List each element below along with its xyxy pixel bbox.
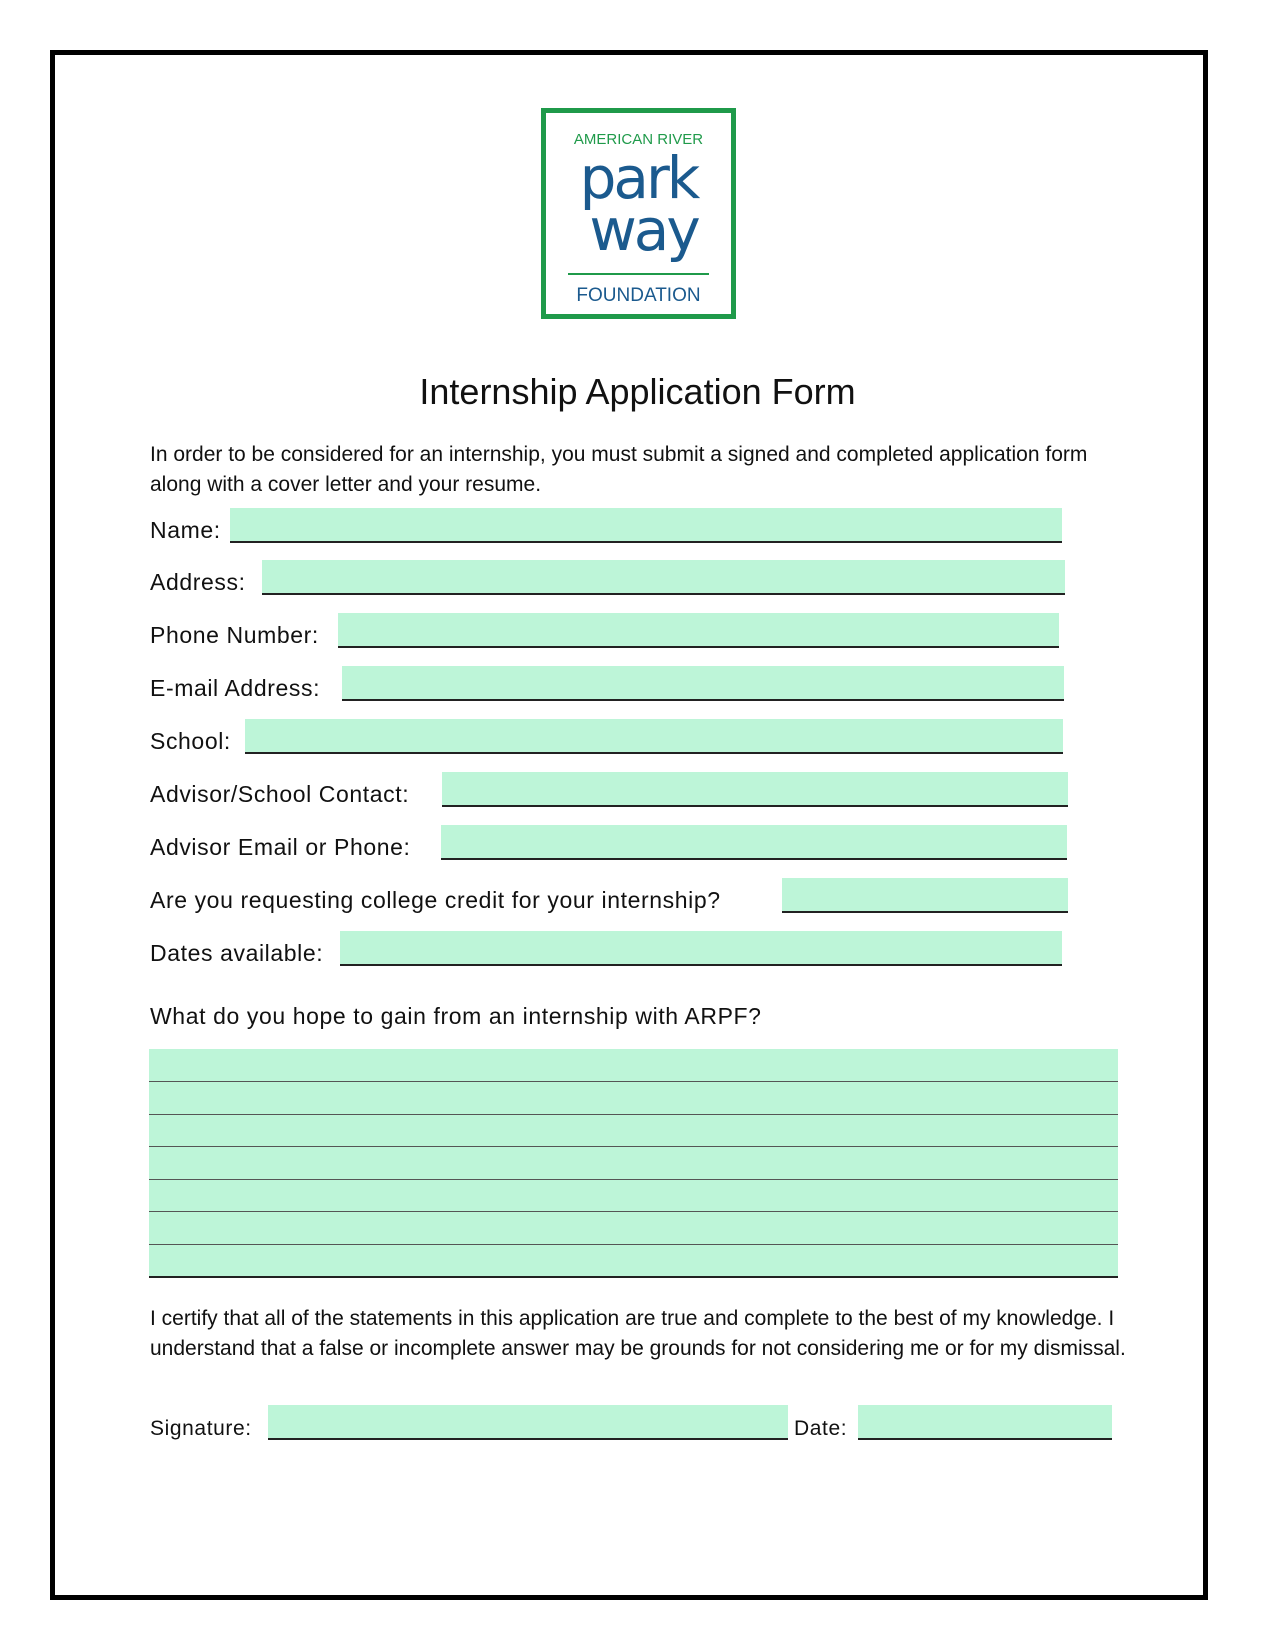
answer-line (149, 1081, 1118, 1082)
answer-line (149, 1276, 1118, 1278)
signature-row (150, 1405, 1112, 1441)
name-field[interactable] (230, 508, 1062, 543)
signature-label: Signature: (150, 1417, 252, 1440)
advisor-email-row (150, 825, 1067, 861)
logo-divider (568, 273, 709, 275)
logo-way-text: way (589, 196, 698, 264)
school-label: School: (150, 728, 231, 754)
advisor-contact-field[interactable] (442, 772, 1068, 807)
phone-row (150, 613, 1059, 649)
foundation-logo (541, 108, 736, 319)
email-label: E-mail Address: (150, 675, 321, 701)
phone-label: Phone Number: (150, 622, 319, 648)
certification-text: I certify that all of the statements in this application are true and complete to the best of my knowledge. I understand that a false or incomplete answer may be grounds for not considering me or for my dismissal. (150, 1307, 1126, 1360)
gain-question: What do you hope to gain from an internship with ARPF? (150, 1003, 762, 1029)
advisor-email-label: Advisor Email or Phone: (150, 834, 411, 860)
logo-bottom-text: FOUNDATION (576, 285, 701, 306)
page-title: Internship Application Form (419, 371, 856, 412)
dates-row (150, 931, 1062, 967)
gain-answer-field[interactable] (149, 1049, 1118, 1278)
school-field[interactable] (245, 719, 1063, 754)
intro-text: In order to be considered for an internship, you must submit a signed and completed application form along with a cover letter and your resume. (150, 443, 1088, 496)
college-credit-field[interactable] (782, 878, 1068, 913)
advisor-contact-row (150, 772, 1068, 808)
address-label: Address: (150, 569, 246, 595)
college-credit-label: Are you requesting college credit for your internship? (150, 887, 721, 913)
signature-field[interactable] (268, 1405, 788, 1440)
answer-line (149, 1244, 1118, 1245)
email-row (150, 666, 1064, 702)
name-row (150, 508, 1062, 544)
answer-line (149, 1114, 1118, 1115)
answer-line (149, 1211, 1118, 1212)
advisor-contact-label: Advisor/School Contact: (150, 781, 410, 807)
email-field[interactable] (342, 666, 1064, 701)
name-label: Name: (150, 517, 221, 543)
advisor-email-field[interactable] (441, 825, 1067, 860)
date-field[interactable] (858, 1405, 1112, 1440)
logo-top-text: AMERICAN RIVER (573, 131, 704, 148)
answer-line (149, 1146, 1118, 1147)
answer-line (149, 1179, 1118, 1180)
dates-field[interactable] (340, 931, 1062, 966)
address-row (150, 560, 1065, 596)
school-row (150, 719, 1063, 755)
dates-label: Dates available: (150, 940, 324, 966)
date-label: Date: (794, 1417, 848, 1440)
college-credit-row (150, 878, 1068, 914)
phone-field[interactable] (338, 613, 1059, 648)
logo-park-text: park (579, 144, 698, 212)
address-field[interactable] (262, 560, 1065, 595)
